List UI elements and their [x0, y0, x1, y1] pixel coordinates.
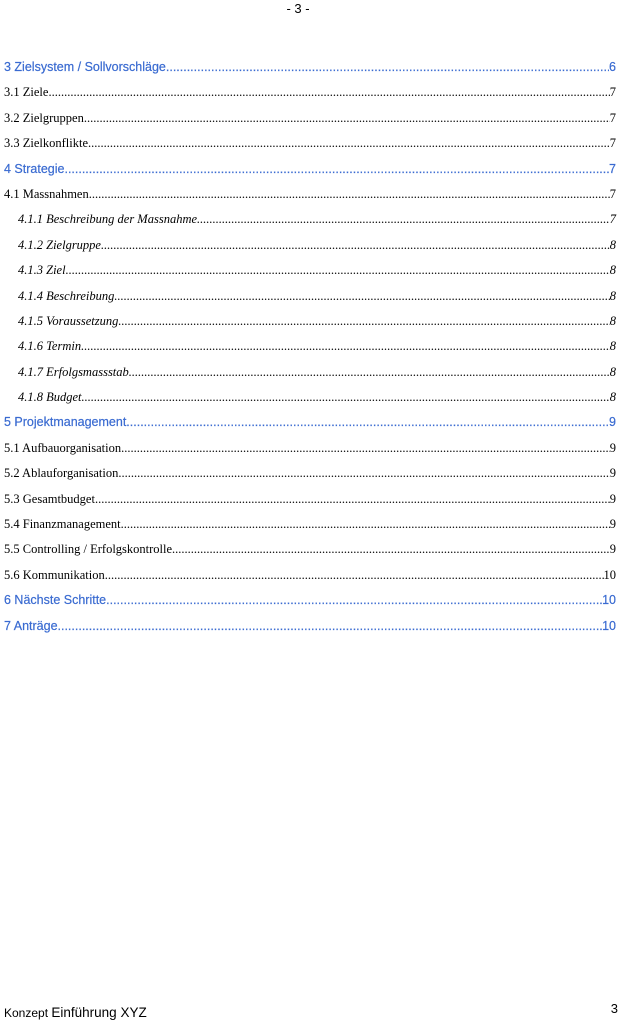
toc-entry-page: 10 — [602, 618, 616, 633]
toc-leader-dots — [118, 466, 609, 481]
toc-entry-page: 9 — [609, 517, 616, 532]
toc-leader-dots — [118, 314, 609, 329]
toc-entry-page: 7 — [609, 186, 616, 201]
toc-leader-dots — [126, 415, 609, 429]
toc-leader-dots — [121, 517, 610, 532]
toc-entry-page: 8 — [609, 313, 616, 328]
toc-entry[interactable] — [4, 593, 616, 618]
toc-entry-page: 7 — [609, 110, 616, 125]
toc-entry-page: 8 — [609, 364, 616, 379]
toc-entry[interactable] — [4, 60, 616, 85]
toc-entry-page: 9 — [609, 491, 616, 506]
toc-entry-label: 5.6 Kommunikation — [4, 567, 105, 582]
toc-entry-label: 4.1.1 Beschreibung der Massnahme — [18, 212, 198, 227]
toc-entry[interactable] — [4, 517, 616, 542]
toc-entry[interactable] — [4, 136, 616, 161]
footer-page-number: 3 — [610, 1001, 618, 1016]
toc-entry-page: 7 — [609, 85, 616, 100]
toc-leader-dots — [48, 85, 609, 100]
toc-leader-dots — [84, 111, 610, 126]
toc-entry-label: 4.1.5 Voraussetzung — [18, 313, 119, 328]
toc-entry[interactable] — [4, 85, 616, 110]
toc-entry[interactable] — [4, 390, 616, 415]
toc-leader-dots — [66, 263, 610, 278]
toc-leader-dots — [166, 60, 609, 74]
toc-leader-dots — [106, 593, 602, 607]
toc-entry[interactable] — [4, 542, 616, 567]
toc-leader-dots — [82, 390, 610, 405]
toc-entry-page: 9 — [609, 440, 616, 455]
toc-entry-label: 3.3 Zielkonflikte — [4, 136, 89, 151]
toc-entry-label: 4.1.7 Erfolgsmassstab — [18, 364, 129, 379]
toc-entry-label: 4.1.3 Ziel — [18, 263, 66, 278]
toc-entry-label: 4.1.8 Budget — [18, 390, 82, 405]
toc-entry[interactable] — [4, 162, 616, 187]
toc-entry[interactable] — [4, 263, 616, 288]
toc-entry-label: 5.2 Ablauforganisation — [4, 466, 119, 481]
toc-leader-dots — [95, 492, 610, 507]
toc-entry[interactable] — [4, 187, 616, 212]
toc-entry-page: 7 — [609, 212, 616, 227]
toc-leader-dots — [172, 542, 610, 557]
toc-entry-page: 10 — [603, 567, 616, 582]
toc-entry[interactable] — [4, 314, 616, 339]
toc-entry-page: 6 — [609, 60, 616, 74]
toc-entry-label: 5.5 Controlling / Erfolgskontrolle — [4, 542, 173, 557]
toc-entry[interactable] — [4, 212, 616, 237]
toc-entry-label: 7 Anträge — [4, 618, 58, 633]
toc-leader-dots — [81, 339, 610, 354]
toc-leader-dots — [88, 136, 610, 151]
toc-leader-dots — [197, 212, 610, 227]
toc-entry[interactable] — [4, 238, 616, 263]
toc-entry-page: 8 — [609, 288, 616, 303]
toc-leader-dots — [121, 441, 610, 456]
table-of-contents — [4, 60, 616, 644]
toc-leader-dots — [58, 619, 603, 633]
toc-entry[interactable] — [4, 289, 616, 314]
toc-leader-dots — [114, 289, 609, 304]
toc-leader-dots — [105, 568, 604, 583]
toc-entry-page: 8 — [609, 237, 616, 252]
toc-entry[interactable] — [4, 492, 616, 517]
toc-entry-label: 4 Strategie — [4, 161, 65, 176]
toc-entry-label: 5.4 Finanzmanagement — [4, 517, 121, 532]
toc-leader-dots — [129, 365, 610, 380]
toc-entry-label: 4.1 Massnahmen — [4, 186, 89, 201]
toc-entry-label: 5.3 Gesamtbudget — [4, 491, 95, 506]
toc-entry[interactable] — [4, 111, 616, 136]
toc-entry-label: 3.2 Zielgruppen — [4, 110, 84, 125]
toc-entry-page: 9 — [609, 466, 616, 481]
toc-entry[interactable] — [4, 415, 616, 440]
footer-title: Einführung XYZ — [51, 1005, 147, 1020]
toc-entry-page: 7 — [609, 136, 616, 151]
toc-leader-dots — [101, 238, 610, 253]
toc-entry-page: 8 — [609, 339, 616, 354]
toc-entry[interactable] — [4, 339, 616, 364]
toc-entry-page: 9 — [609, 415, 616, 430]
toc-entry-page: 7 — [609, 161, 616, 176]
toc-entry-label: 5.1 Aufbauorganisation — [4, 440, 122, 455]
toc-entry-page: 10 — [602, 593, 616, 608]
toc-entry-label: 5 Projektmanagement — [4, 415, 127, 430]
footer-document-title — [4, 1005, 147, 1020]
toc-entry-label: 4.1.4 Beschreibung — [18, 288, 115, 303]
toc-entry-label: 6 Nächste Schritte — [4, 593, 107, 608]
toc-leader-dots — [64, 162, 609, 176]
header-page-label: - 3 - — [286, 1, 310, 16]
toc-entry-label: 4.1.6 Termin — [18, 339, 82, 354]
toc-entry-page: 8 — [609, 390, 616, 405]
toc-entry-label: 3.1 Ziele — [4, 85, 49, 100]
toc-entry-label: 4.1.2 Zielgruppe — [18, 237, 101, 252]
footer-prefix: Konzept — [4, 1006, 49, 1020]
toc-entry[interactable] — [4, 466, 616, 491]
toc-entry-page: 9 — [609, 542, 616, 557]
toc-entry-page: 8 — [609, 263, 616, 278]
toc-entry[interactable] — [4, 441, 616, 466]
toc-entry[interactable] — [4, 619, 616, 644]
toc-entry[interactable] — [4, 568, 616, 593]
toc-entry-label: 3 Zielsystem / Sollvorschläge — [4, 60, 166, 74]
toc-entry[interactable] — [4, 365, 616, 390]
toc-leader-dots — [89, 187, 610, 202]
